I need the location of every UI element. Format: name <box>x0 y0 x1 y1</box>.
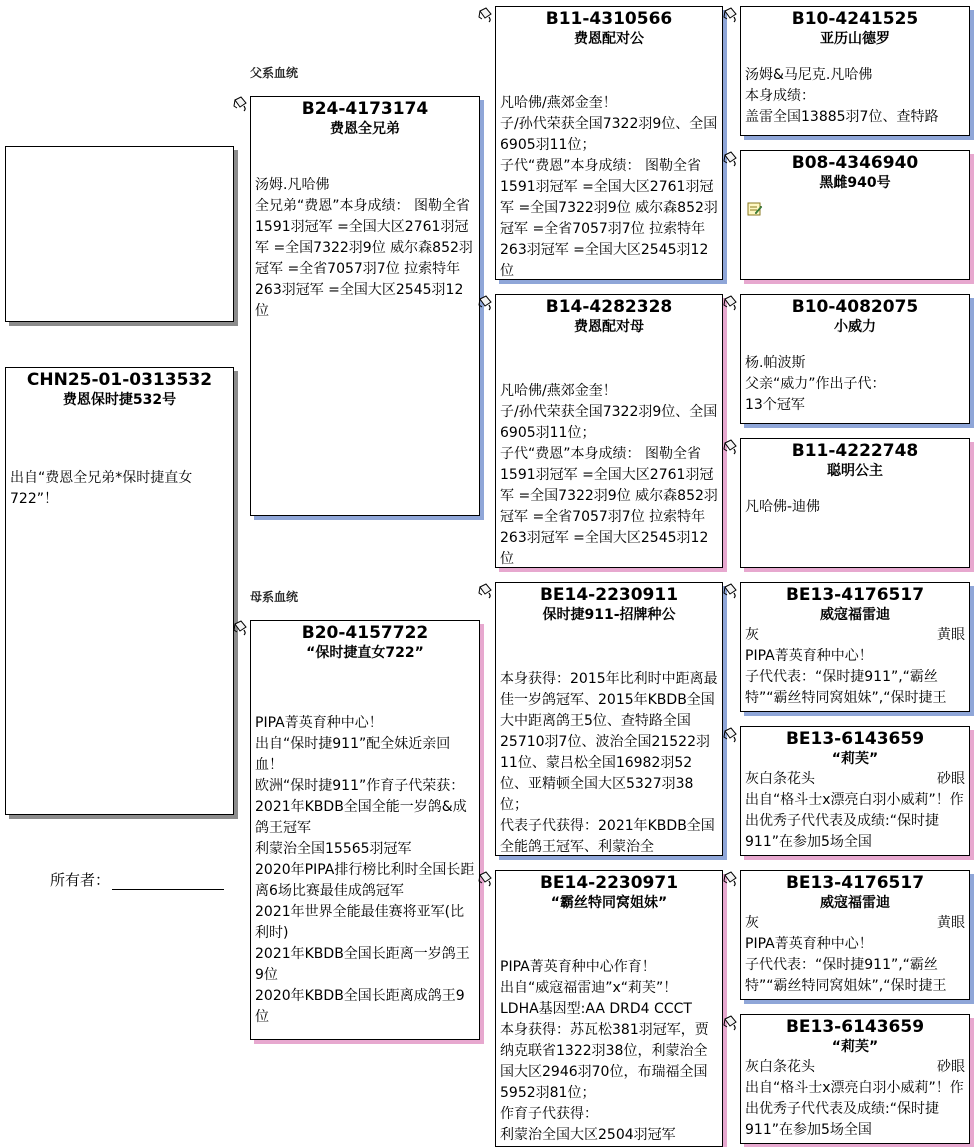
dsd-eye: 砂眼 <box>937 771 965 787</box>
dds-card[interactable] <box>740 870 970 1000</box>
dsd-ring: BE13-6143659 <box>785 729 925 749</box>
sss-name: 亚历山德罗 <box>820 31 890 47</box>
dss-ring: BE13-4176517 <box>785 585 925 605</box>
dam-text: PIPA菁英育种中心！ 出自“保时捷911”配全妹近亲回血！ 欧洲“保时捷911”作育子代荣获： 2021年KBDB全国全能一岁鸽&成鸽王冠军 利蒙治全国15565羽冠军 2020年PIPA排行榜比利时全国长距离6场比赛最佳成鸽冠军 2021年世界全能最佳赛将亚军(比利时) 2021年KBDB全国长距离一岁鸽王9位 2020年KBDB全国长距离成鸽王9位 <box>255 715 475 1025</box>
paint-bucket-icon[interactable] <box>232 96 248 112</box>
ssd-card[interactable] <box>740 150 970 280</box>
paint-bucket-icon[interactable] <box>722 727 738 743</box>
sire-card[interactable] <box>250 96 480 516</box>
dds-color-eye <box>741 913 969 934</box>
dam-sire-text: 本身获得：2015年比利时中距离最佳一岁鸽冠军、2015年KBDB全国大中距离鸽王5位、查特路全国25710羽7位、波治全国21522羽11位、蒙吕松全国16982羽52位、亚精顿全国大区5327羽38位； 代表子代获得：2021年KBDB全国全能鸽王冠军、利蒙治全 <box>500 671 718 855</box>
dds-text: PIPA菁英育种中心！ 子代代表：“保时捷911”,“霸丝特”“霸丝特同窝姐妹”,“保时捷王 <box>745 936 947 994</box>
owner-line <box>112 875 224 890</box>
dds-ring: BE13-4176517 <box>785 873 925 893</box>
dam-dam-card[interactable] <box>495 870 723 1147</box>
paint-bucket-icon[interactable] <box>722 583 738 599</box>
sds-card[interactable] <box>740 294 970 424</box>
photo-box[interactable] <box>5 146 234 322</box>
sdd-name: 聪明公主 <box>827 463 883 479</box>
dss-color: 灰 <box>745 627 759 643</box>
sdd-ring: B11-4222748 <box>791 441 919 461</box>
sds-text: 杨.帕波斯 父亲“威力”作出子代： 13个冠军 <box>745 355 886 413</box>
dam-ring: B20-4157722 <box>301 623 429 643</box>
ssd-name: 黑雌940号 <box>819 175 891 191</box>
dam-sire-card[interactable] <box>495 582 723 856</box>
sire-sire-ring: B11-4310566 <box>545 9 673 29</box>
owner-field[interactable] <box>50 869 224 890</box>
sire-text: 汤姆.凡哈佛 全兄弟“费恩”本身成绩： 图勒全省1591羽冠军 =全国大区2761羽冠军 =全国7322羽9位 威尔森852羽冠军 =全省7057羽7位 拉索特年263羽冠军 =全国大区2545羽12位 <box>255 177 473 319</box>
ddd-name: “莉芙” <box>831 1039 879 1055</box>
paint-bucket-icon[interactable] <box>722 1015 738 1031</box>
dam-sire-ring: BE14-2230911 <box>539 585 679 605</box>
sire-line-label: 父系血统 <box>250 66 299 80</box>
paint-bucket-icon[interactable] <box>232 620 248 636</box>
dam-line-label: 母系血统 <box>250 590 299 604</box>
ddd-ring: BE13-6143659 <box>785 1017 925 1037</box>
dam-dam-ring: BE14-2230971 <box>539 873 679 893</box>
sire-dam-text: 凡哈佛/燕郊金奎！ 子/孙代荣获全国7322羽9位、全国6905羽11位； 子代“费恩”本身成绩： 图勒全省1591羽冠军 =全国大区2761羽冠军 =全国7322羽9位 威尔森852羽冠军 =全省7057羽7位 拉索特年263羽冠军 =全国大区2545羽12位 <box>500 383 718 567</box>
paint-bucket-icon[interactable] <box>477 871 493 887</box>
dam-dam-name: “霸丝特同窝姐妹” <box>550 895 668 911</box>
paint-bucket-icon[interactable] <box>477 7 493 23</box>
note-icon[interactable] <box>747 201 763 217</box>
dds-eye: 黄眼 <box>937 915 965 931</box>
dam-dam-text: PIPA菁英育种中心作育！ 出自“威寇福雷迪”x“莉芙”！ LDHA基因型:AA DRD4 CCCT 本身获得：苏瓦松381羽冠军，贾纳克联省1322羽38位，利蒙治全国大区2946羽70位，布瑞福全国5952羽81位； 作育子代获得： 利蒙治全国大区2504羽冠军 <box>500 959 709 1143</box>
dds-name: 威寇福雷迪 <box>820 895 890 911</box>
sire-sire-name: 费恩配对公 <box>574 31 644 47</box>
dam-card[interactable] <box>250 620 480 1040</box>
dsd-color-eye <box>741 769 969 790</box>
sdd-text: 凡哈佛-迪佛 <box>745 499 821 515</box>
subject-name: 费恩保时捷532号 <box>62 392 177 408</box>
paint-bucket-icon[interactable] <box>722 7 738 23</box>
paint-bucket-icon[interactable] <box>722 871 738 887</box>
dsd-card[interactable] <box>740 726 970 856</box>
sire-ring: B24-4173174 <box>301 99 429 119</box>
sire-sire-card[interactable] <box>495 6 723 280</box>
ssd-ring: B08-4346940 <box>791 153 919 173</box>
subject-text: 出自“费恩全兄弟*保时捷直女722”！ <box>10 470 193 507</box>
paint-bucket-icon[interactable] <box>722 151 738 167</box>
ddd-card[interactable] <box>740 1014 970 1144</box>
subject-card[interactable] <box>5 367 234 815</box>
sds-ring: B10-4082075 <box>791 297 919 317</box>
sds-name: 小威力 <box>834 319 876 335</box>
dsd-color: 灰白条花头 <box>745 771 815 787</box>
dss-color-eye <box>741 625 969 646</box>
dsd-text: 出自“格斗士x漂亮白羽小威莉”！作出优秀子代代表及成绩:“保时捷911”在参加5场全国 <box>745 792 964 850</box>
owner-label: 所有者： <box>50 871 111 889</box>
ddd-color: 灰白条花头 <box>745 1059 815 1075</box>
sire-dam-card[interactable] <box>495 294 723 568</box>
paint-bucket-icon[interactable] <box>722 439 738 455</box>
ddd-text: 出自“格斗士x漂亮白羽小威莉”！作出优秀子代代表及成绩:“保时捷911”在参加5场全国 <box>745 1080 964 1138</box>
sire-sire-text: 凡哈佛/燕郊金奎！ 子/孙代荣获全国7322羽9位、全国6905羽11位； 子代“费恩”本身成绩： 图勒全省1591羽冠军 =全国大区2761羽冠军 =全国7322羽9位 威尔森852羽冠军 =全省7057羽7位 拉索特年263羽冠军 =全国大区2545羽12位 <box>500 95 718 279</box>
dam-sire-name: 保时捷911-招牌种公 <box>542 607 676 623</box>
sdd-card[interactable] <box>740 438 970 568</box>
sire-dam-name: 费恩配对母 <box>574 319 644 335</box>
paint-bucket-icon[interactable] <box>477 295 493 311</box>
dss-name: 威寇福雷迪 <box>820 607 890 623</box>
subject-ring: CHN25-01-0313532 <box>26 370 213 390</box>
dds-color: 灰 <box>745 915 759 931</box>
sire-dam-ring: B14-4282328 <box>545 297 673 317</box>
ddd-color-eye <box>741 1057 969 1078</box>
dss-text: PIPA菁英育种中心！ 子代代表：“保时捷911”,“霸丝特”“霸丝特同窝姐妹”,“保时捷王 <box>745 648 947 706</box>
dsd-name: “莉芙” <box>831 751 879 767</box>
sss-card[interactable] <box>740 6 970 136</box>
paint-bucket-icon[interactable] <box>722 295 738 311</box>
dss-card[interactable] <box>740 582 970 712</box>
sire-name: 费恩全兄弟 <box>330 121 400 137</box>
sss-text: 汤姆&马尼克.凡哈佛 本身成绩： 盖雷全国13885羽7位、查特路 <box>745 67 939 125</box>
ddd-eye: 砂眼 <box>937 1059 965 1075</box>
sss-ring: B10-4241525 <box>791 9 919 29</box>
paint-bucket-icon[interactable] <box>477 583 493 599</box>
dam-name: “保时捷直女722” <box>306 645 424 661</box>
dss-eye: 黄眼 <box>937 627 965 643</box>
